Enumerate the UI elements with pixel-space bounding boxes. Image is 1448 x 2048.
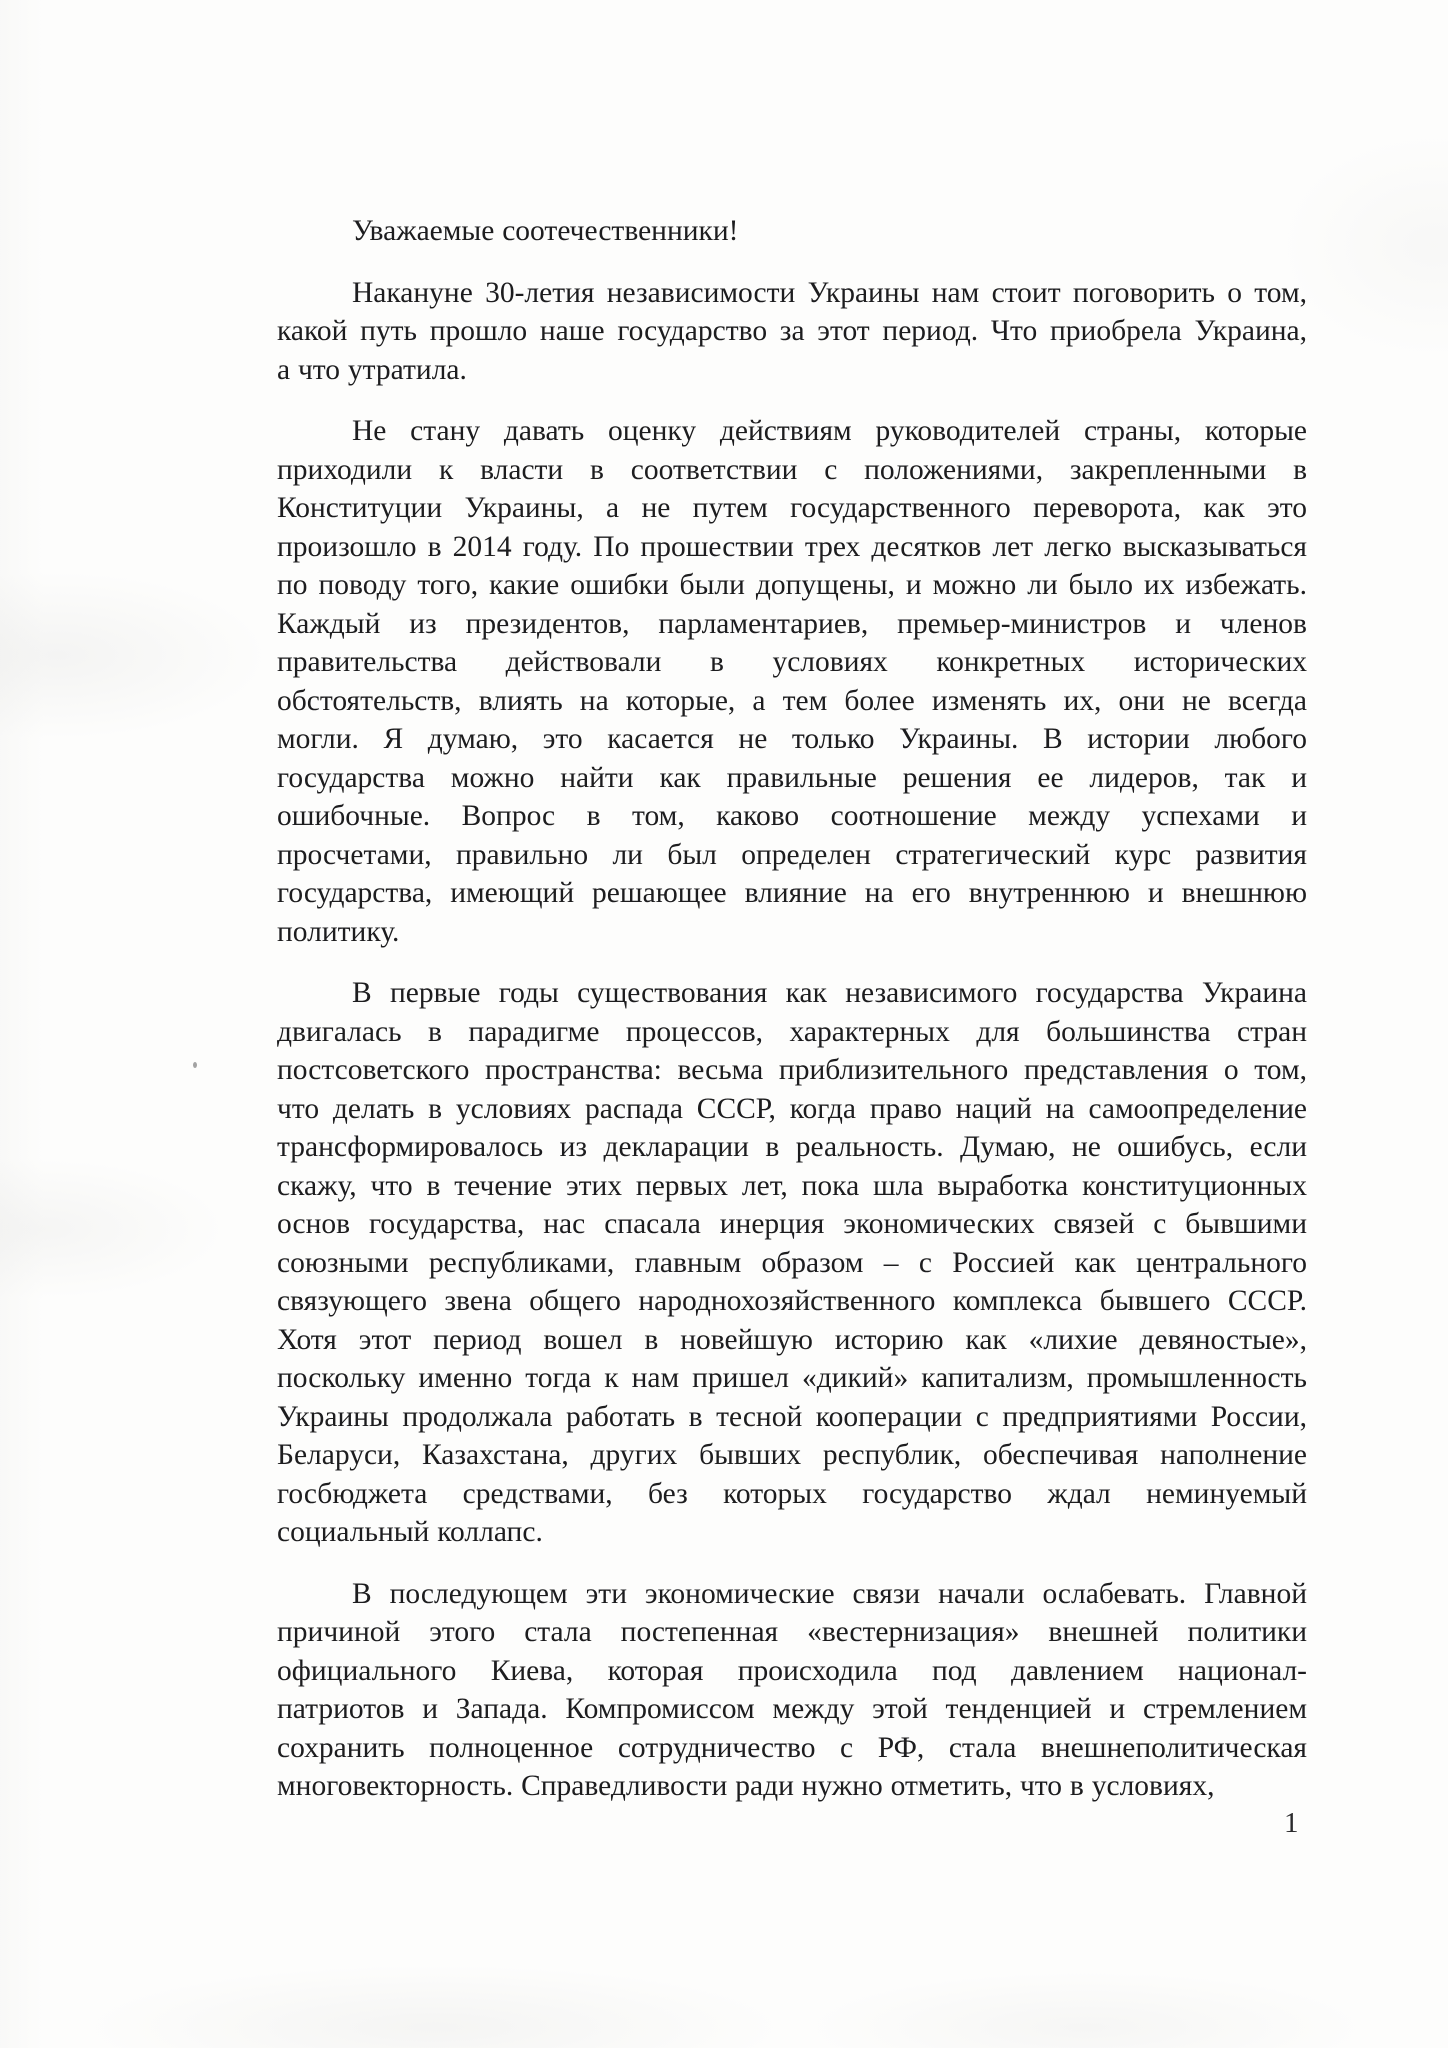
text-line: многовекторность. Справедливости ради нужно отметить, что в условиях, [277,1770,1215,1802]
text-line: союзными республиками, главным образом – с Россией как центрального [277,1246,1307,1279]
text-line: а что утратила. [277,353,467,386]
text-line: Конституции Украины, а не путем государственного переворота, как это [277,492,1307,524]
text-line: что делать в условиях распада СССР, когда право наций на самоопределение [277,1092,1307,1125]
text-line: государства, имеющий решающее влияние на его внутреннюю и внешнюю [277,877,1307,909]
text-line: по поводу того, какие ошибки были допущены, и можно ли было их избежать. [277,569,1307,601]
text-line: патриотов и Запада. Компромиссом между этой тенденцией и стремлением [277,1693,1307,1725]
text-line: Уважаемые соотечественники! [352,215,739,247]
text-line: произошло в 2014 году. По прошествии трех десятков лет легко высказываться [277,530,1307,563]
text-line: ошибочные. Вопрос в том, каково соотношение между успехами и [277,800,1307,832]
page-number: 1 [1284,1807,1299,1839]
text-line: социальный коллапс. [277,1516,543,1548]
text-line: Украины продолжала работать в тесной кооперации с предприятиями России, [277,1400,1307,1433]
text-line: могли. Я думаю, это касается не только Украины. В истории любого [277,723,1307,755]
text-line: скажу, что в течение этих первых лет, пока шла выработка конституционных [277,1169,1307,1202]
text-line: официального Киева, которая происходила под давлением национал- [277,1654,1307,1687]
text-line: какой путь прошло наше государство за этот период. Что приобрела Украина, [277,315,1307,347]
text-line: Каждый из президентов, парламентариев, премьер-министров и членов [277,607,1307,640]
text-line: просчетами, правильно ли был определен стратегический курс развития [277,838,1307,871]
text-line: В первые годы существования как независимого государства Украина [352,977,1307,1009]
text-line: сохранить полноценное сотрудничество с РФ, стала внешнеполитическая [277,1731,1307,1764]
document-text [277,212,1307,1806]
text-line: правительства действовали в условиях конкретных исторических [277,646,1307,678]
text-line: обстоятельств, влиять на которые, а тем более изменять их, они не всегда [277,684,1307,717]
text-line: поскольку именно тогда к нам пришел «дикий» капитализм, промышленность [277,1362,1307,1394]
text-line: связующего звена общего народнохозяйственного комплекса бывшего СССР. [277,1285,1307,1317]
paragraph [277,212,1307,251]
paragraph [277,1575,1307,1806]
text-line: Не стану давать оценку действиям руководителей страны, которые [352,415,1307,447]
paragraph [277,274,1307,390]
text-line: Беларуси, Казахстана, других бывших республик, обеспечивая наполнение [277,1439,1307,1471]
text-line: постсоветского пространства: весьма приблизительного представления о том, [277,1054,1307,1086]
text-line: политику. [277,915,400,948]
text-line: Хотя этот период вошел в новейшую историю как «лихие девяностые», [277,1323,1307,1356]
text-line: В последующем эти экономические связи начали ослабевать. Главной [352,1577,1307,1610]
text-line: двигалась в парадигме процессов, характерных для большинства стран [277,1015,1307,1048]
text-line: основ государства, нас спасала инерция экономических связей с бывшими [277,1208,1307,1240]
paragraph [277,412,1307,951]
text-line: государства можно найти как правильные решения ее лидеров, так и [277,761,1307,794]
text-line: Накануне 30-летия независимости Украины нам стоит поговорить о том, [352,276,1307,309]
text-line: трансформировалось из декларации в реальность. Думаю, не ошибусь, если [277,1131,1307,1163]
text-line: госбюджета средствами, без которых государство ждал неминуемый [277,1477,1307,1510]
text-line: приходили к власти в соответствии с положениями, закрепленными в [277,453,1307,486]
text-line: причиной этого стала постепенная «вестернизация» внешней политики [277,1616,1307,1648]
scan-artifact-speck [193,1062,197,1068]
paragraph [277,974,1307,1552]
